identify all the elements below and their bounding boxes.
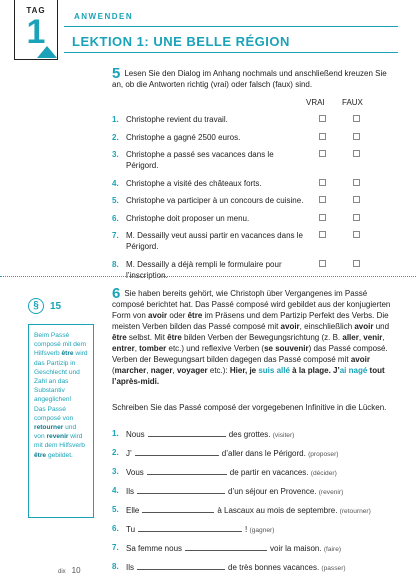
answer-blank[interactable]	[142, 504, 214, 513]
tip-paragraph-2: Das Passé composé von retourner und von revenir wird mit dem Hilfsverb être gebildet.	[34, 405, 85, 459]
vrai-checkbox[interactable]	[319, 150, 326, 157]
vrai-checkbox[interactable]	[319, 179, 326, 186]
col-vrai: VRAI	[306, 98, 325, 107]
vrai-checkbox[interactable]	[319, 260, 326, 267]
col-faux: FAUX	[342, 98, 363, 107]
exercise-number: 5	[112, 65, 121, 82]
answer-blank[interactable]	[137, 485, 225, 494]
header-rule-bottom	[64, 52, 398, 53]
vrai-checkbox[interactable]	[319, 115, 326, 122]
list-item: 3. Vous de partir en vacances. (décider)	[112, 467, 337, 477]
list-item	[112, 195, 398, 206]
faux-checkbox[interactable]	[353, 115, 360, 122]
list-item: 1. Nous des grottes. (visiter)	[112, 429, 295, 439]
true-false-list	[112, 114, 398, 287]
answer-blank[interactable]	[147, 466, 227, 475]
page-number: 10	[71, 566, 81, 575]
answer-blank[interactable]	[185, 542, 267, 551]
list-item: 4. Ils d’un séjour en Provence. (revenir)	[112, 486, 344, 496]
faux-checkbox[interactable]	[353, 179, 360, 186]
tip-paragraph-1: Beim Passé composé mit dem Hilfsverb être wird das Partizip in Geschlecht und Zahl an das Substantiv angeglichen!	[34, 332, 88, 404]
page-footer	[58, 566, 81, 575]
section-label: ANWENDEN	[74, 12, 134, 21]
paragraph-icon: §	[28, 298, 44, 314]
answer-blank[interactable]	[137, 561, 225, 570]
exercise-5-instruction	[112, 65, 398, 90]
list-item: 8. Ils de très bonnes vacances. (passer)	[112, 562, 346, 572]
item-number: 8.	[112, 259, 119, 269]
grammar-reference: 15	[50, 301, 62, 312]
answer-blank[interactable]	[138, 523, 242, 532]
faux-checkbox[interactable]	[353, 133, 360, 140]
item-number: 3.	[112, 150, 119, 159]
section-divider	[0, 276, 416, 277]
list-item	[112, 132, 398, 143]
instruction-text: Lesen Sie den Dialog im Anhang nochmals und anschließend kreuzen Sie an, ob die Antworten richtig (vrai) oder falsch (faux) sind.	[112, 69, 387, 89]
item-text: Christophe doit proposer un menu.	[126, 213, 250, 223]
exercise-number: 6	[112, 285, 121, 302]
list-item	[112, 230, 398, 252]
answer-blank[interactable]	[135, 447, 219, 456]
item-text: M. Dessailly veut aussi partir en vacances dans le Périgord.	[126, 231, 303, 251]
answer-blank[interactable]	[148, 428, 226, 437]
item-text: Christophe va participer à un concours de cuisine.	[126, 196, 304, 205]
faux-checkbox[interactable]	[353, 231, 360, 238]
item-text: Christophe a gagné 2500 euros.	[126, 132, 241, 142]
item-number: 7.	[112, 231, 119, 240]
faux-checkbox[interactable]	[353, 196, 360, 203]
item-text: M. Dessailly a déjà rempli le formulaire pour l’inscription.	[126, 259, 282, 280]
tag-number: 1	[26, 13, 46, 51]
faux-checkbox[interactable]	[353, 150, 360, 157]
item-number: 2.	[112, 132, 119, 142]
exercise-6-instruction: Schreiben Sie das Passé composé der vorgegebenen Infinitive in die Lücken.	[112, 403, 387, 412]
list-item	[112, 259, 398, 281]
exercise-6-explanation: 6 Sie haben bereits gehört, wie Christoph über Vergangenes im Passé composé berichtet hat. Das Passé composé wird gebildet aus der konjugierten Form von avoir oder être im Präsens und dem Partizip Perfekt des Verbs. Die meisten Verben bilden das Passé composé mit avoir, einschließlich avoir und être selbst. Mit être bilden Verben der Bewegungsrichtung (z. B. aller, venir, entrer, tomber etc.) und reflexive Verben (se souvenir) das Passé composé. Verben der Bewegungsart bilden dagegen das Passé composé mit avoir (marcher, nager, voyager etc.): Hier, je suis allé à la plage. J’ai nagé tout l’après-midi.	[112, 285, 391, 386]
faux-checkbox[interactable]	[353, 260, 360, 267]
list-item	[112, 149, 398, 171]
list-item: 2. J’ d’aller dans le Périgord. (proposer)	[112, 448, 339, 458]
day-tag	[14, 0, 58, 60]
vrai-checkbox[interactable]	[319, 231, 326, 238]
list-item	[112, 213, 398, 224]
faux-checkbox[interactable]	[353, 214, 360, 221]
list-item: 5. Elle à Lascaux au mois de septembre. (retourner)	[112, 505, 371, 515]
vrai-checkbox[interactable]	[319, 133, 326, 140]
fill-in-list	[112, 428, 400, 580]
vrai-checkbox[interactable]	[319, 196, 326, 203]
item-number: 5.	[112, 196, 119, 205]
tag-fold-decoration	[37, 46, 57, 58]
list-item	[112, 114, 398, 125]
list-item: 6. Tu ! (gagner)	[112, 524, 275, 534]
list-item: 7. Sa femme nous voir la maison. (faire)	[112, 543, 342, 553]
item-text: Christophe a passé ses vacances dans le Périgord.	[126, 150, 274, 170]
item-number: 1.	[112, 115, 119, 124]
grammar-tip-box	[28, 324, 94, 518]
item-text: Christophe revient du travail.	[126, 115, 228, 124]
list-item	[112, 178, 398, 189]
vrai-checkbox[interactable]	[319, 214, 326, 221]
item-number: 4.	[112, 178, 119, 188]
lesson-title: LEKTION 1: UNE BELLE RÉGION	[72, 34, 290, 49]
item-number: 6.	[112, 213, 119, 223]
tag-label: TAG	[26, 6, 46, 15]
header-rule-top	[64, 26, 398, 27]
item-text: Christophe a visité des châteaux forts.	[126, 178, 262, 188]
page-word: dix	[58, 569, 66, 575]
